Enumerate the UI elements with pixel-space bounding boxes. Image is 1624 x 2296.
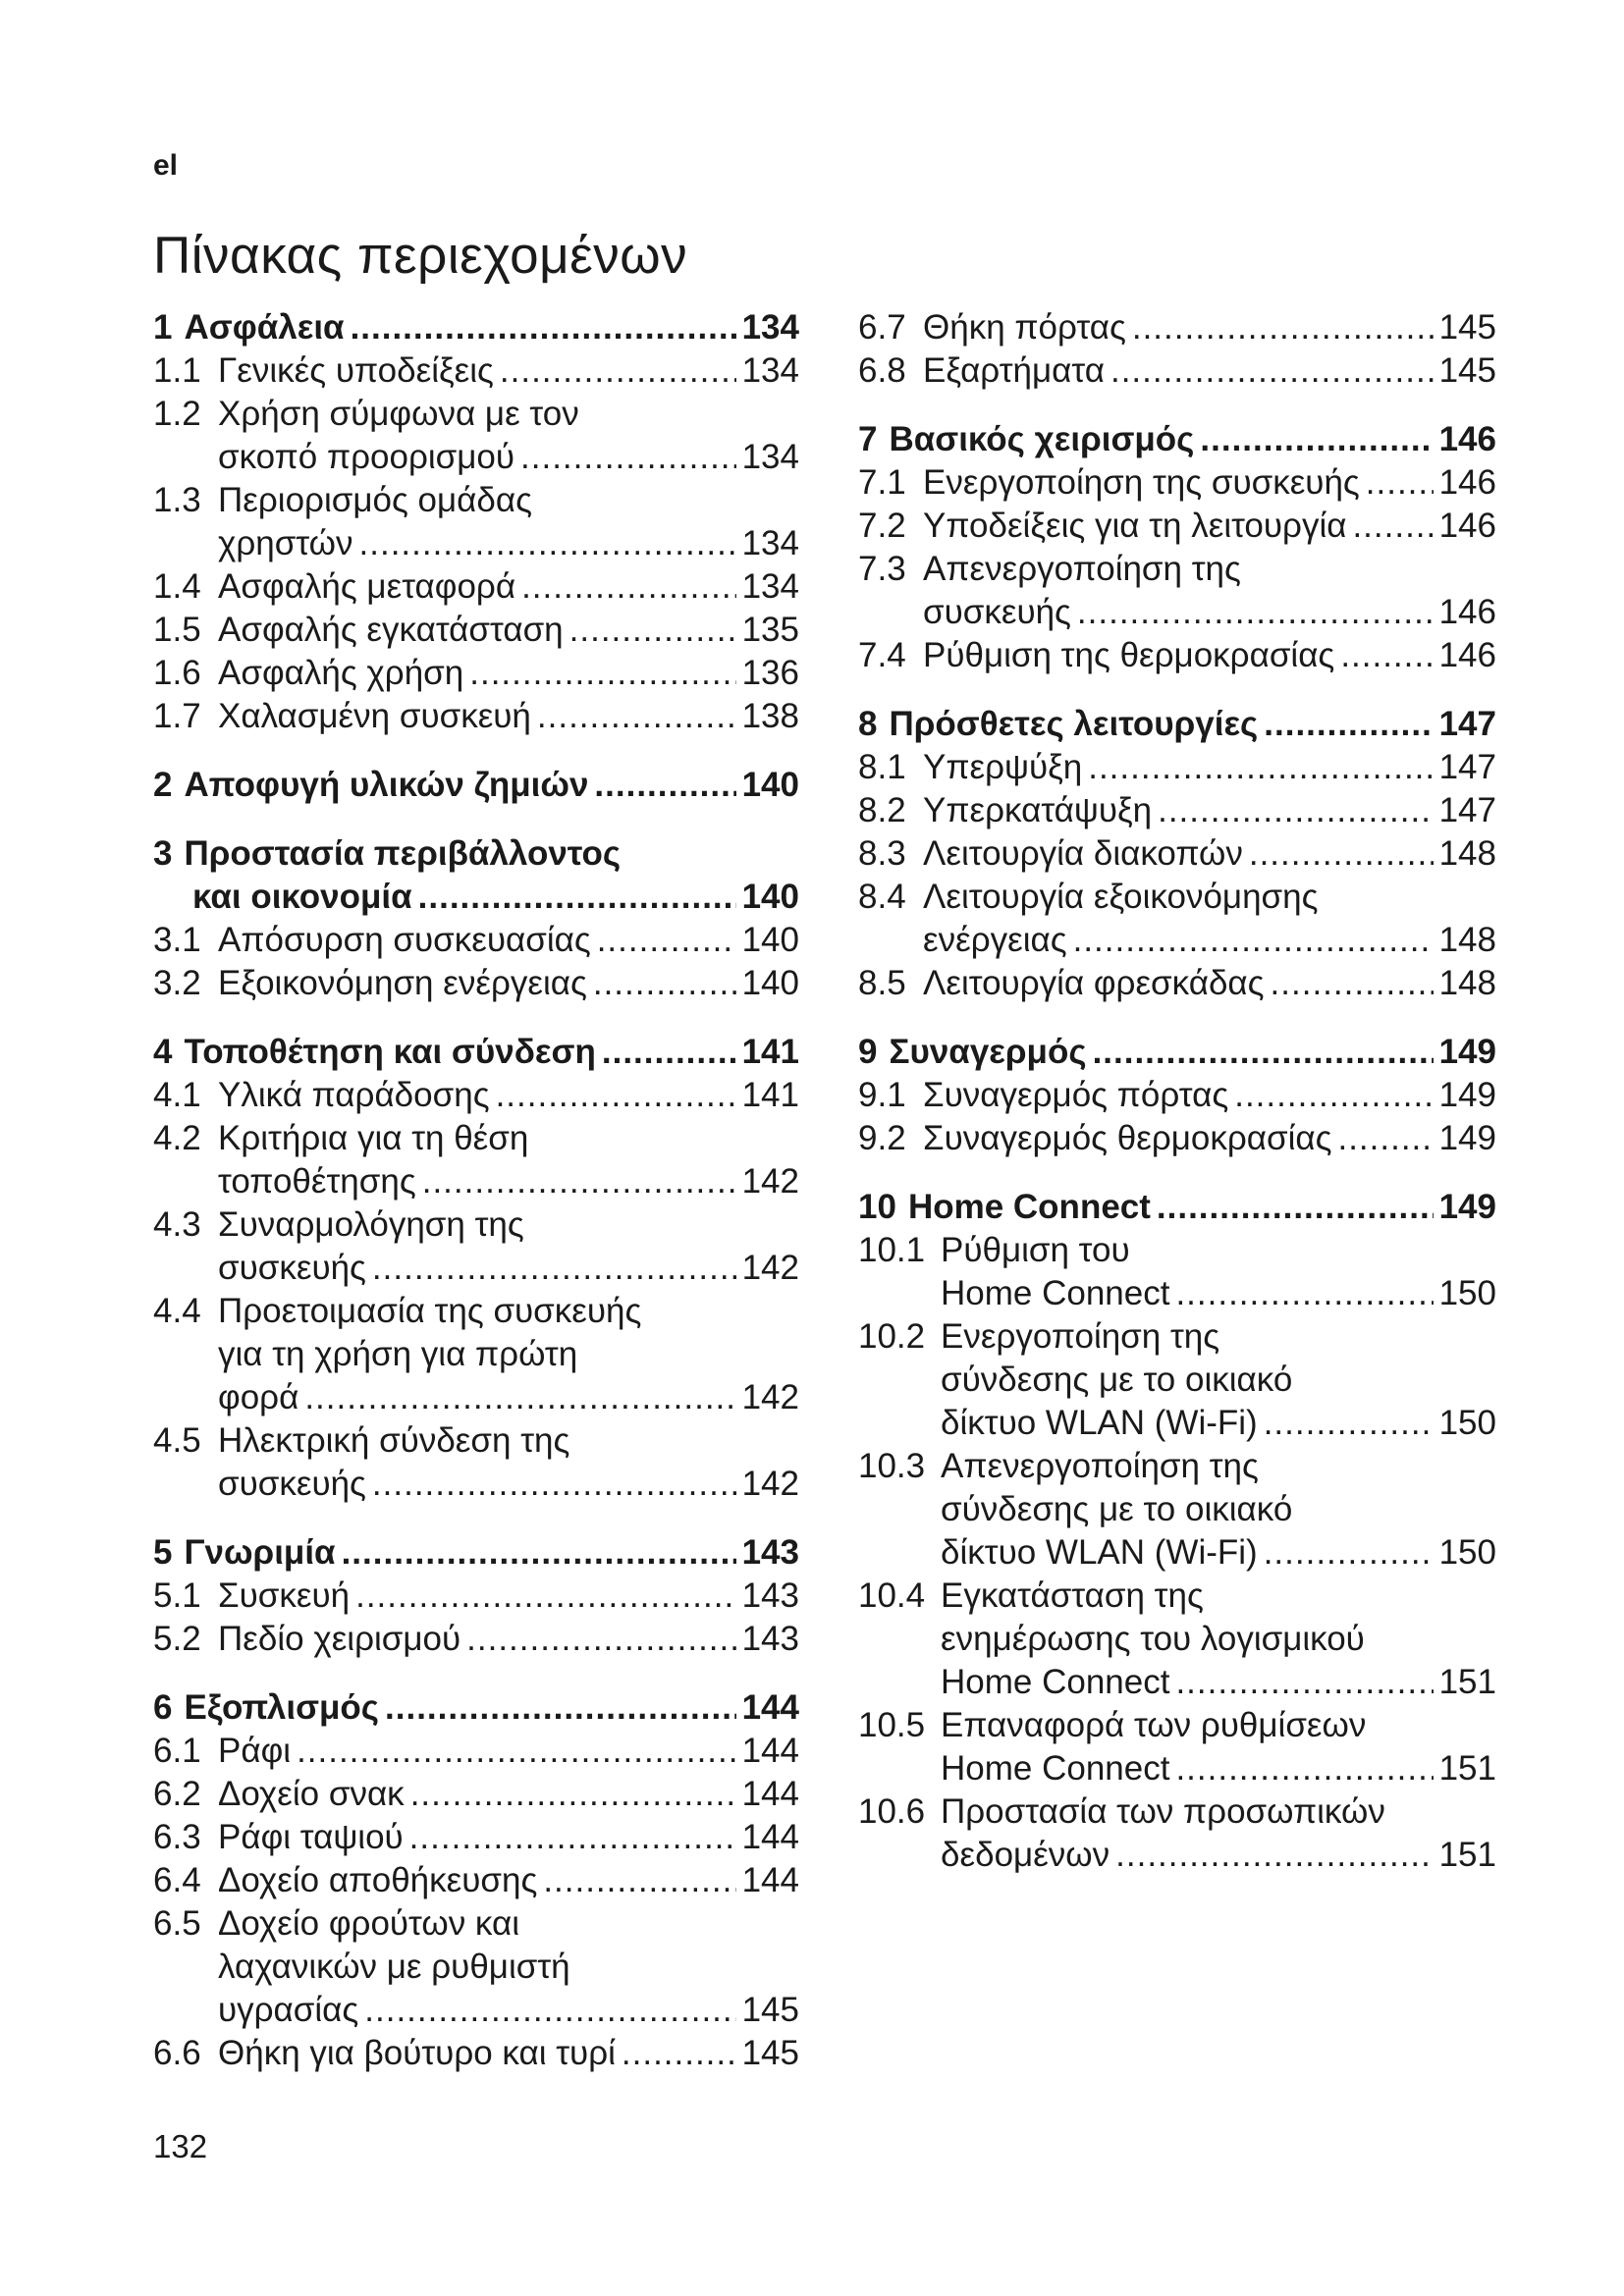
toc-entry-cont[interactable]: δίκτυο WLAN (Wi-Fi) ..... 150 (858, 1402, 1496, 1445)
language-code: el (153, 149, 179, 182)
toc-entry[interactable]: 4.5 Ηλεκτρική σύνδεση της (153, 1421, 570, 1460)
toc-chapter[interactable]: 8 Πρόσθετες λειτουργίες ..... 147 (858, 703, 1496, 746)
toc-section-4 (153, 1031, 799, 1506)
toc-entry-cont[interactable]: φορά ..... 142 (153, 1376, 799, 1419)
toc-entry-cont[interactable]: ενέργειας ..... 148 (858, 919, 1496, 962)
toc-entry[interactable]: 1.1 Γενικές υποδείξεις ..... 134 (153, 349, 799, 393)
toc-entry-cont[interactable]: υγρασίας ..... 145 (153, 1989, 799, 2032)
toc-chapter[interactable]: 7 Βασικός χειρισμός ..... 146 (858, 418, 1496, 461)
toc-section-6-cont (858, 306, 1496, 393)
toc-entry[interactable]: 1.7 Χαλασμένη συσκευή ..... 138 (153, 695, 799, 738)
toc-entry[interactable]: 8.3 Λειτουργία διακοπών ..... 148 (858, 832, 1496, 876)
toc-entry-cont[interactable]: σύνδεσης με το οικιακό (941, 1361, 1293, 1399)
toc-section-3 (153, 832, 799, 1005)
toc-entry-cont[interactable]: δίκτυο WLAN (Wi-Fi) ..... 150 (858, 1531, 1496, 1575)
toc-entry-cont[interactable]: τοποθέτησης ..... 142 (153, 1160, 799, 1203)
toc-entry-cont[interactable]: συσκευής ..... 142 (153, 1463, 799, 1506)
toc-entry[interactable]: 7.2 Υποδείξεις για τη λειτουργία ..... 146 (858, 505, 1496, 548)
page-number: 132 (153, 2128, 208, 2164)
toc-entry-cont[interactable]: για τη χρήση για πρώτη (218, 1335, 578, 1373)
toc-chapter[interactable]: 2 Αποφυγή υλικών ζημιών ..... 140 (153, 764, 799, 807)
toc-entry-cont[interactable]: χρηστών ..... 134 (153, 522, 799, 565)
toc-entry[interactable]: 4.4 Προετοιμασία της συσκευής (153, 1292, 642, 1330)
toc-entry[interactable]: 5.2 Πεδίο χειρισμού ..... 143 (153, 1618, 799, 1661)
toc-section-7 (858, 418, 1496, 677)
toc-entry[interactable]: 6.8 Εξαρτήματα ..... 145 (858, 349, 1496, 393)
toc-entry-cont[interactable]: συσκευής ..... 146 (858, 591, 1496, 634)
toc-entry[interactable]: 6.4 Δοχείο αποθήκευσης ..... 144 (153, 1859, 799, 1902)
toc-entry-cont[interactable]: δεδομένων ..... 151 (858, 1834, 1496, 1877)
toc-entry-cont[interactable]: ενημέρωσης του λογισμικού (941, 1620, 1365, 1658)
toc-entry[interactable]: 8.1 Υπερψύξη ..... 147 (858, 746, 1496, 789)
toc-entry-cont[interactable]: Home Connect ..... 150 (858, 1272, 1496, 1315)
toc-section-8 (858, 703, 1496, 1005)
page-title: Πίνακας περιεχομένων (153, 227, 688, 285)
toc-entry[interactable]: 1.3 Περιορισμός ομάδας (153, 481, 532, 519)
toc-section-5 (153, 1531, 799, 1661)
toc-chapter-cont[interactable]: και οικονομία ..... 140 (153, 876, 799, 919)
toc-section-2 (153, 764, 799, 807)
toc-chapter[interactable]: 4 Τοποθέτηση και σύνδεση ..... 141 (153, 1031, 799, 1074)
toc-chapter[interactable]: 5 Γνωριμία ..... 143 (153, 1531, 799, 1575)
toc-entry[interactable]: 1.4 Ασφαλής μεταφορά ..... 134 (153, 565, 799, 609)
toc-entry[interactable]: 10.1 Ρύθμιση του (858, 1231, 1130, 1269)
toc-entry[interactable]: 6.6 Θήκη για βούτυρο και τυρί ..... 145 (153, 2032, 799, 2075)
toc-chapter[interactable]: 6 Εξοπλισμός ..... 144 (153, 1686, 799, 1730)
toc-section-6 (153, 1686, 799, 2075)
toc-entry[interactable]: 6.1 Ράφι ..... 144 (153, 1730, 799, 1773)
toc-section-10 (858, 1186, 1496, 1877)
toc-entry-cont[interactable]: Home Connect ..... 151 (858, 1747, 1496, 1790)
toc-entry[interactable]: 4.1 Υλικά παράδοσης ..... 141 (153, 1074, 799, 1117)
toc-entry[interactable]: 10.4 Εγκατάσταση της (858, 1576, 1204, 1615)
toc-entry[interactable]: 7.1 Ενεργοποίηση της συσκευής ..... 146 (858, 461, 1496, 505)
toc-entry[interactable]: 10.2 Ενεργοποίηση της (858, 1317, 1220, 1356)
toc-entry[interactable]: 6.2 Δοχείο σνακ ..... 144 (153, 1773, 799, 1816)
toc-entry[interactable]: 7.3 Απενεργοποίηση της (858, 550, 1241, 588)
toc-entry[interactable]: 6.5 Δοχείο φρούτων και (153, 1904, 520, 1943)
toc-section-1 (153, 306, 799, 738)
toc-chapter[interactable]: 3 Προστασία περιβάλλοντος (153, 834, 622, 873)
toc-section-9 (858, 1031, 1496, 1160)
toc-entry[interactable]: 1.5 Ασφαλής εγκατάσταση ..... 135 (153, 609, 799, 652)
toc-entry-cont[interactable]: συσκευής ..... 142 (153, 1247, 799, 1290)
toc-column-right (858, 306, 1496, 1902)
toc-entry[interactable]: 4.2 Κριτήρια για τη θέση (153, 1119, 529, 1157)
toc-entry[interactable]: 9.2 Συναγερμός θερμοκρασίας ..... 149 (858, 1117, 1496, 1160)
toc-chapter[interactable]: 10 Home Connect ..... 149 (858, 1186, 1496, 1229)
toc-entry[interactable]: 8.4 Λειτουργία εξοικονόμησης (858, 878, 1319, 916)
toc-entry-cont[interactable]: Home Connect ..... 151 (858, 1661, 1496, 1704)
toc-chapter[interactable]: 1 Ασφάλεια ..... 134 (153, 306, 799, 349)
toc-entry[interactable]: 8.2 Υπερκατάψυξη ..... 147 (858, 789, 1496, 832)
toc-chapter[interactable]: 9 Συναγερμός ..... 149 (858, 1031, 1496, 1074)
toc-entry[interactable]: 3.2 Εξοικονόμηση ενέργειας ..... 140 (153, 962, 799, 1005)
toc-entry-cont[interactable]: σκοπό προορισμού ..... 134 (153, 436, 799, 479)
toc-entry[interactable]: 1.6 Ασφαλής χρήση ..... 136 (153, 652, 799, 695)
toc-entry[interactable]: 10.5 Επαναφορά των ρυθμίσεων (858, 1706, 1367, 1744)
toc-column-left (153, 306, 799, 2101)
toc-entry[interactable]: 10.3 Απενεργοποίηση της (858, 1447, 1259, 1485)
toc-entry[interactable]: 6.3 Ράφι ταψιού ..... 144 (153, 1816, 799, 1859)
toc-entry[interactable]: 6.7 Θήκη πόρτας ..... 145 (858, 306, 1496, 349)
toc-entry[interactable]: 7.4 Ρύθμιση της θερμοκρασίας ..... 146 (858, 634, 1496, 677)
toc-entry[interactable]: 3.1 Απόσυρση συσκευασίας ..... 140 (153, 919, 799, 962)
toc-entry-cont[interactable]: λαχανικών με ρυθμιστή (218, 1948, 570, 1986)
toc-entry[interactable]: 4.3 Συναρμολόγηση της (153, 1205, 524, 1244)
toc-entry-cont[interactable]: σύνδεσης με το οικιακό (941, 1490, 1293, 1528)
toc-entry[interactable]: 5.1 Συσκευή ..... 143 (153, 1575, 799, 1618)
toc-entry[interactable]: 10.6 Προστασία των προσωπικών (858, 1792, 1385, 1831)
toc-entry[interactable]: 9.1 Συναγερμός πόρτας ..... 149 (858, 1074, 1496, 1117)
toc-entry[interactable]: 8.5 Λειτουργία φρεσκάδας ..... 148 (858, 962, 1496, 1005)
toc-entry[interactable]: 1.2 Χρήση σύμφωνα με τον (153, 395, 579, 433)
